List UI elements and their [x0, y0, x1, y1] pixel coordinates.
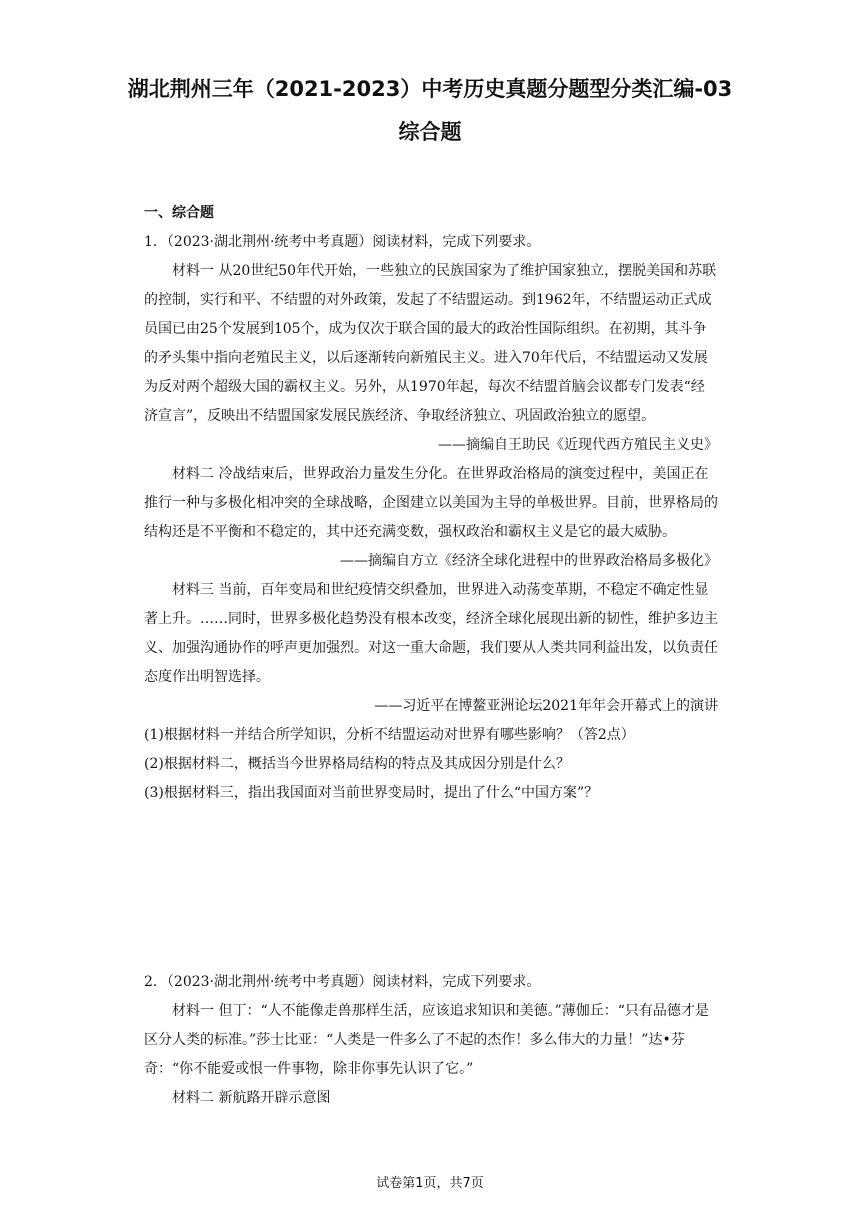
q1-subquestion-3: (3)根据材料三，指出我国面对当前世界变局时，提出了什么“中国方案”？	[144, 785, 599, 801]
q1-material-3: 材料三 当前，百年变局和世纪疫情交织叠加，世界进入动荡变革期，不稳定不确定性显著上升。……同时，世界多极化趋势没有根本改变，经济全球化展现出新的韧性，维护多边主义、加强沟通协作的呼声更加强烈。对这一重大命题，我们要从人类共同利益出发，以负责任态度作出明智选择。	[144, 582, 718, 685]
q1-material-2-source: ——摘编自方立《经济全球化进程中的世界政治格局多极化》	[340, 553, 718, 569]
q1-subquestion-1: (1)根据材料一并结合所学知识，分析不结盟运动对世界有哪些影响？（答2点）	[144, 727, 635, 743]
question-1	[144, 228, 718, 808]
q1-material-1: 材料一 从20世纪50年代开始，一些独立的民族国家为了维护国家独立，摆脱美国和苏联的控制，实行和平、不结盟的对外政策，发起了不结盟运动。到1962年，不结盟运动正式成员国已由25个发展到105个，成为仅次于联合国的最大的政治性国际组织。在初期，其斗争的矛头集中指向老殖民主义，以后逐渐转向新殖民主义。进入70年代后，不结盟运动又发展为反对两个超级大国的霸权主义。另外，从1970年起，每次不结盟首脑会议都专门发表“经济宣言”，反映出不结盟国家发展民族经济、争取经济独立、巩固政治独立的愿望。	[144, 263, 717, 424]
question-2	[144, 968, 718, 1113]
question-1-stem: 1．（2023·湖北荆州·统考中考真题）阅读材料，完成下列要求。	[144, 234, 541, 250]
page-footer: 试卷第1页，共7页	[376, 1176, 484, 1191]
q1-subquestion-2: (2)根据材料二，概括当今世界格局结构的特点及其成因分别是什么？	[144, 756, 570, 772]
q1-material-2: 材料二 冷战结束后，世界政治力量发生分化。在世界政治格局的演变过程中，美国正在推行一种与多极化相冲突的全球战略，企图建立以美国为主导的单极世界。目前，世界格局的结构还是不平衡和不稳定的，其中还充满变数，强权政治和霸权主义是它的最大威胁。	[144, 466, 718, 540]
doc-title-line1: 湖北荆州三年（2021-2023）中考历史真题分题型分类汇编-03	[127, 77, 733, 101]
section-heading: 一、综合题	[144, 205, 214, 221]
q1-material-3-source: ——习近平在博鳌亚洲论坛2021年年会开幕式上的演讲	[374, 698, 718, 714]
q2-material-2: 材料二 新航路开辟示意图	[172, 1090, 331, 1106]
doc-title-line2: 综合题	[398, 120, 462, 144]
question-2-stem: 2．（2023·湖北荆州·统考中考真题）阅读材料，完成下列要求。	[144, 974, 541, 990]
q1-material-1-source: ——摘编自王助民《近现代西方殖民主义史》	[438, 437, 718, 453]
q2-material-1: 材料一 但丁：“人不能像走兽那样生活，应该追求知识和美德。”薄伽丘：“只有品德才是区分人类的标准。”莎士比亚：“人类是一件多么了不起的杰作！多么伟大的力量！”达•芬奇：“你不能爱或恨一件事物，除非你事先认识了它。”	[144, 1003, 709, 1077]
